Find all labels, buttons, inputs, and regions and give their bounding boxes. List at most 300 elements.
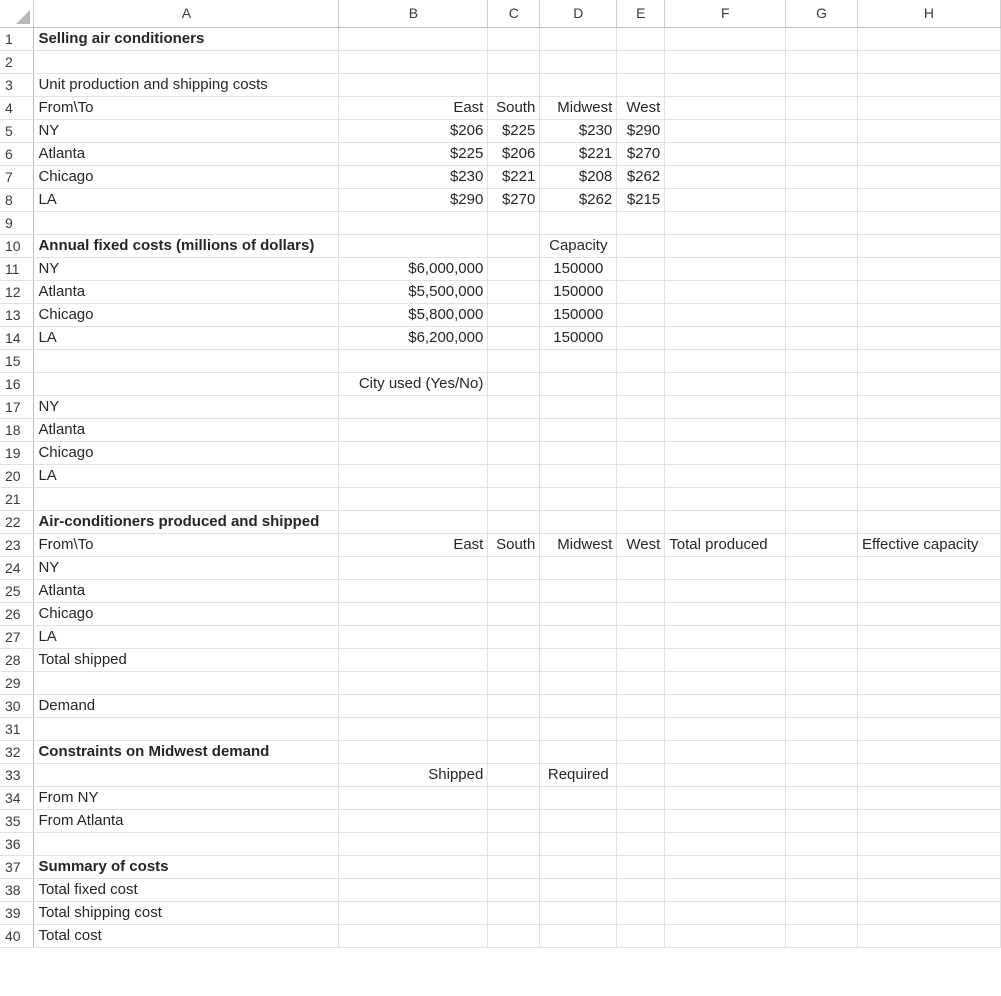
cell-h[interactable]: [857, 648, 1000, 671]
cell-c[interactable]: South: [488, 96, 540, 119]
cell-c[interactable]: [488, 717, 540, 740]
cell-a[interactable]: Chicago: [34, 602, 339, 625]
cell-f[interactable]: [665, 763, 786, 786]
cell-e[interactable]: [617, 832, 665, 855]
cell-e[interactable]: [617, 487, 665, 510]
cell-b[interactable]: [339, 418, 488, 441]
cell-f[interactable]: [665, 855, 786, 878]
cell-g[interactable]: [786, 372, 858, 395]
cell-f[interactable]: [665, 694, 786, 717]
cell-b[interactable]: East: [339, 533, 488, 556]
cell-a[interactable]: Atlanta: [34, 418, 339, 441]
cell-a[interactable]: Atlanta: [34, 579, 339, 602]
cell-d[interactable]: [540, 671, 617, 694]
cell-g[interactable]: [786, 211, 858, 234]
cell-b[interactable]: East: [339, 96, 488, 119]
cell-g[interactable]: [786, 441, 858, 464]
cell-a[interactable]: [34, 211, 339, 234]
cell-a[interactable]: From\To: [34, 96, 339, 119]
cell-f[interactable]: [665, 717, 786, 740]
cell-h[interactable]: [857, 809, 1000, 832]
cell-e[interactable]: [617, 27, 665, 50]
cell-b[interactable]: [339, 671, 488, 694]
cell-g[interactable]: [786, 717, 858, 740]
row-header[interactable]: 12: [0, 280, 34, 303]
cell-c[interactable]: [488, 441, 540, 464]
cell-a[interactable]: From NY: [34, 786, 339, 809]
cell-a[interactable]: Atlanta: [34, 280, 339, 303]
cell-h[interactable]: [857, 786, 1000, 809]
cell-c[interactable]: [488, 648, 540, 671]
cell-h[interactable]: [857, 487, 1000, 510]
cell-g[interactable]: [786, 832, 858, 855]
cell-f[interactable]: [665, 786, 786, 809]
row-header[interactable]: 6: [0, 142, 34, 165]
cell-b[interactable]: [339, 395, 488, 418]
column-header-h[interactable]: H: [857, 0, 1000, 27]
cell-h[interactable]: [857, 395, 1000, 418]
cell-b[interactable]: [339, 73, 488, 96]
cell-d[interactable]: [540, 924, 617, 947]
cell-g[interactable]: [786, 763, 858, 786]
cell-b[interactable]: [339, 901, 488, 924]
cell-c[interactable]: [488, 924, 540, 947]
cell-c[interactable]: [488, 694, 540, 717]
cell-b[interactable]: [339, 855, 488, 878]
row-header[interactable]: 4: [0, 96, 34, 119]
row-header[interactable]: 1: [0, 27, 34, 50]
cell-a[interactable]: From\To: [34, 533, 339, 556]
cell-d[interactable]: [540, 855, 617, 878]
row-header[interactable]: 18: [0, 418, 34, 441]
row-header[interactable]: 27: [0, 625, 34, 648]
row-header[interactable]: 33: [0, 763, 34, 786]
cell-b[interactable]: $230: [339, 165, 488, 188]
cell-g[interactable]: [786, 188, 858, 211]
cell-b[interactable]: Shipped: [339, 763, 488, 786]
cell-h[interactable]: [857, 602, 1000, 625]
cell-b[interactable]: [339, 579, 488, 602]
cell-a[interactable]: LA: [34, 625, 339, 648]
cell-c[interactable]: [488, 602, 540, 625]
column-header-d[interactable]: D: [540, 0, 617, 27]
cell-g[interactable]: [786, 326, 858, 349]
cell-e[interactable]: West: [617, 96, 665, 119]
cell-h[interactable]: [857, 855, 1000, 878]
cell-c[interactable]: [488, 487, 540, 510]
cell-e[interactable]: [617, 579, 665, 602]
cell-a[interactable]: From Atlanta: [34, 809, 339, 832]
cell-h[interactable]: [857, 349, 1000, 372]
cell-a[interactable]: LA: [34, 188, 339, 211]
cell-e[interactable]: [617, 717, 665, 740]
cell-e[interactable]: [617, 395, 665, 418]
cell-g[interactable]: [786, 418, 858, 441]
cell-d[interactable]: 150000: [540, 280, 617, 303]
cell-g[interactable]: [786, 901, 858, 924]
cell-f[interactable]: [665, 441, 786, 464]
row-header[interactable]: 10: [0, 234, 34, 257]
cell-a[interactable]: [34, 832, 339, 855]
cell-d[interactable]: $208: [540, 165, 617, 188]
cell-c[interactable]: [488, 257, 540, 280]
column-header-c[interactable]: C: [488, 0, 540, 27]
cell-d[interactable]: [540, 441, 617, 464]
cell-g[interactable]: [786, 464, 858, 487]
cell-a[interactable]: Selling air conditioners: [34, 27, 339, 50]
cell-d[interactable]: $221: [540, 142, 617, 165]
cell-g[interactable]: [786, 349, 858, 372]
cell-c[interactable]: $225: [488, 119, 540, 142]
cell-b[interactable]: [339, 234, 488, 257]
cell-b[interactable]: [339, 878, 488, 901]
cell-d[interactable]: [540, 211, 617, 234]
cell-a[interactable]: [34, 717, 339, 740]
row-header[interactable]: 5: [0, 119, 34, 142]
cell-e[interactable]: [617, 878, 665, 901]
row-header[interactable]: 24: [0, 556, 34, 579]
cell-f[interactable]: [665, 832, 786, 855]
cell-b[interactable]: [339, 809, 488, 832]
cell-c[interactable]: [488, 510, 540, 533]
cell-g[interactable]: [786, 579, 858, 602]
cell-c[interactable]: [488, 395, 540, 418]
row-header[interactable]: 36: [0, 832, 34, 855]
column-header-a[interactable]: A: [34, 0, 339, 27]
cell-f[interactable]: [665, 556, 786, 579]
cell-c[interactable]: $206: [488, 142, 540, 165]
cell-b[interactable]: $225: [339, 142, 488, 165]
cell-d[interactable]: $230: [540, 119, 617, 142]
cell-g[interactable]: [786, 119, 858, 142]
cell-h[interactable]: [857, 73, 1000, 96]
cell-g[interactable]: [786, 671, 858, 694]
cell-h[interactable]: [857, 50, 1000, 73]
cell-b[interactable]: [339, 924, 488, 947]
cell-h[interactable]: [857, 372, 1000, 395]
cell-d[interactable]: 150000: [540, 326, 617, 349]
cell-f[interactable]: Total produced: [665, 533, 786, 556]
row-header[interactable]: 19: [0, 441, 34, 464]
cell-a[interactable]: Annual fixed costs (millions of dollars): [34, 234, 339, 257]
cell-c[interactable]: [488, 50, 540, 73]
cell-c[interactable]: [488, 625, 540, 648]
cell-f[interactable]: [665, 464, 786, 487]
cell-e[interactable]: [617, 280, 665, 303]
cell-f[interactable]: [665, 579, 786, 602]
cell-b[interactable]: [339, 694, 488, 717]
cell-a[interactable]: Constraints on Midwest demand: [34, 740, 339, 763]
cell-h[interactable]: [857, 717, 1000, 740]
cell-h[interactable]: [857, 165, 1000, 188]
cell-a[interactable]: Total shipped: [34, 648, 339, 671]
cell-h[interactable]: [857, 671, 1000, 694]
cell-g[interactable]: [786, 510, 858, 533]
cell-a[interactable]: [34, 372, 339, 395]
cell-e[interactable]: [617, 602, 665, 625]
cell-h[interactable]: [857, 234, 1000, 257]
cell-a[interactable]: Total fixed cost: [34, 878, 339, 901]
row-header[interactable]: 3: [0, 73, 34, 96]
cell-f[interactable]: [665, 142, 786, 165]
cell-b[interactable]: [339, 648, 488, 671]
cell-e[interactable]: [617, 786, 665, 809]
cell-b[interactable]: $290: [339, 188, 488, 211]
row-header[interactable]: 17: [0, 395, 34, 418]
cell-b[interactable]: [339, 556, 488, 579]
cell-d[interactable]: [540, 579, 617, 602]
cell-e[interactable]: [617, 418, 665, 441]
cell-f[interactable]: [665, 924, 786, 947]
cell-f[interactable]: [665, 50, 786, 73]
cell-a[interactable]: NY: [34, 556, 339, 579]
cell-b[interactable]: [339, 510, 488, 533]
row-header[interactable]: 9: [0, 211, 34, 234]
cell-c[interactable]: [488, 418, 540, 441]
cell-d[interactable]: Required: [540, 763, 617, 786]
cell-b[interactable]: [339, 717, 488, 740]
cell-e[interactable]: [617, 50, 665, 73]
cell-b[interactable]: [339, 786, 488, 809]
cell-g[interactable]: [786, 50, 858, 73]
cell-h[interactable]: [857, 119, 1000, 142]
cell-d[interactable]: [540, 349, 617, 372]
cell-a[interactable]: Chicago: [34, 441, 339, 464]
cell-a[interactable]: Chicago: [34, 303, 339, 326]
cell-c[interactable]: [488, 280, 540, 303]
select-all-button[interactable]: [0, 0, 34, 27]
cell-e[interactable]: [617, 671, 665, 694]
cell-d[interactable]: Midwest: [540, 96, 617, 119]
cell-e[interactable]: [617, 349, 665, 372]
cell-c[interactable]: [488, 303, 540, 326]
row-header[interactable]: 2: [0, 50, 34, 73]
cell-f[interactable]: [665, 211, 786, 234]
cell-c[interactable]: [488, 579, 540, 602]
cell-f[interactable]: [665, 901, 786, 924]
cell-e[interactable]: [617, 234, 665, 257]
cell-b[interactable]: [339, 602, 488, 625]
cell-h[interactable]: [857, 211, 1000, 234]
cell-d[interactable]: Capacity: [540, 234, 617, 257]
row-header[interactable]: 37: [0, 855, 34, 878]
cell-b[interactable]: $5,500,000: [339, 280, 488, 303]
cell-c[interactable]: [488, 464, 540, 487]
cell-d[interactable]: [540, 418, 617, 441]
row-header[interactable]: 14: [0, 326, 34, 349]
cell-h[interactable]: Effective capacity: [857, 533, 1000, 556]
cell-e[interactable]: $290: [617, 119, 665, 142]
cell-e[interactable]: [617, 372, 665, 395]
cell-d[interactable]: 150000: [540, 257, 617, 280]
cell-b[interactable]: $5,800,000: [339, 303, 488, 326]
cell-h[interactable]: [857, 326, 1000, 349]
cell-a[interactable]: NY: [34, 119, 339, 142]
cell-f[interactable]: [665, 418, 786, 441]
cell-b[interactable]: [339, 50, 488, 73]
cell-h[interactable]: [857, 901, 1000, 924]
cell-h[interactable]: [857, 142, 1000, 165]
cell-d[interactable]: [540, 602, 617, 625]
cell-c[interactable]: [488, 786, 540, 809]
cell-d[interactable]: [540, 878, 617, 901]
cell-b[interactable]: City used (Yes/No): [339, 372, 488, 395]
cell-c[interactable]: [488, 211, 540, 234]
cell-c[interactable]: [488, 556, 540, 579]
cell-a[interactable]: [34, 487, 339, 510]
cell-c[interactable]: [488, 855, 540, 878]
cell-c[interactable]: [488, 349, 540, 372]
column-header-f[interactable]: F: [665, 0, 786, 27]
cell-a[interactable]: NY: [34, 395, 339, 418]
cell-f[interactable]: [665, 96, 786, 119]
cell-e[interactable]: [617, 257, 665, 280]
cell-h[interactable]: [857, 257, 1000, 280]
cell-g[interactable]: [786, 96, 858, 119]
cell-e[interactable]: [617, 809, 665, 832]
cell-b[interactable]: [339, 211, 488, 234]
row-header[interactable]: 11: [0, 257, 34, 280]
cell-e[interactable]: [617, 464, 665, 487]
row-header[interactable]: 20: [0, 464, 34, 487]
cell-f[interactable]: [665, 602, 786, 625]
cell-d[interactable]: Midwest: [540, 533, 617, 556]
cell-b[interactable]: [339, 441, 488, 464]
cell-h[interactable]: [857, 464, 1000, 487]
cell-h[interactable]: [857, 763, 1000, 786]
cell-a[interactable]: LA: [34, 464, 339, 487]
cell-e[interactable]: $215: [617, 188, 665, 211]
cell-e[interactable]: [617, 924, 665, 947]
row-header[interactable]: 26: [0, 602, 34, 625]
cell-f[interactable]: [665, 326, 786, 349]
cell-f[interactable]: [665, 671, 786, 694]
column-header-e[interactable]: E: [617, 0, 665, 27]
cell-d[interactable]: [540, 901, 617, 924]
row-header[interactable]: 23: [0, 533, 34, 556]
cell-f[interactable]: [665, 878, 786, 901]
cell-d[interactable]: [540, 648, 617, 671]
cell-a[interactable]: [34, 50, 339, 73]
cell-c[interactable]: South: [488, 533, 540, 556]
cell-b[interactable]: [339, 740, 488, 763]
cell-h[interactable]: [857, 188, 1000, 211]
row-header[interactable]: 25: [0, 579, 34, 602]
cell-a[interactable]: Atlanta: [34, 142, 339, 165]
cell-b[interactable]: $6,000,000: [339, 257, 488, 280]
cell-c[interactable]: [488, 73, 540, 96]
cell-d[interactable]: [540, 809, 617, 832]
cell-a[interactable]: Air-conditioners produced and shipped: [34, 510, 339, 533]
cell-h[interactable]: [857, 625, 1000, 648]
cell-h[interactable]: [857, 694, 1000, 717]
cell-e[interactable]: [617, 694, 665, 717]
cell-f[interactable]: [665, 740, 786, 763]
cell-b[interactable]: $206: [339, 119, 488, 142]
cell-e[interactable]: [617, 556, 665, 579]
cell-d[interactable]: [540, 73, 617, 96]
cell-g[interactable]: [786, 142, 858, 165]
cell-e[interactable]: [617, 625, 665, 648]
cell-h[interactable]: [857, 510, 1000, 533]
cell-f[interactable]: [665, 510, 786, 533]
cell-f[interactable]: [665, 372, 786, 395]
row-header[interactable]: 21: [0, 487, 34, 510]
cell-g[interactable]: [786, 924, 858, 947]
cell-g[interactable]: [786, 234, 858, 257]
cell-g[interactable]: [786, 395, 858, 418]
cell-c[interactable]: [488, 326, 540, 349]
cell-g[interactable]: [786, 487, 858, 510]
cell-e[interactable]: $262: [617, 165, 665, 188]
cell-g[interactable]: [786, 740, 858, 763]
cell-f[interactable]: [665, 257, 786, 280]
cell-c[interactable]: [488, 671, 540, 694]
cell-d[interactable]: [540, 27, 617, 50]
cell-e[interactable]: [617, 211, 665, 234]
cell-g[interactable]: [786, 878, 858, 901]
cell-d[interactable]: [540, 717, 617, 740]
cell-f[interactable]: [665, 303, 786, 326]
cell-a[interactable]: LA: [34, 326, 339, 349]
cell-c[interactable]: [488, 832, 540, 855]
cell-h[interactable]: [857, 418, 1000, 441]
cell-f[interactable]: [665, 165, 786, 188]
cell-e[interactable]: [617, 73, 665, 96]
cell-e[interactable]: [617, 763, 665, 786]
cell-c[interactable]: [488, 809, 540, 832]
cell-g[interactable]: [786, 694, 858, 717]
row-header[interactable]: 15: [0, 349, 34, 372]
cell-g[interactable]: [786, 648, 858, 671]
cell-c[interactable]: [488, 234, 540, 257]
cell-c[interactable]: $270: [488, 188, 540, 211]
row-header[interactable]: 32: [0, 740, 34, 763]
column-header-b[interactable]: B: [339, 0, 488, 27]
cell-f[interactable]: [665, 625, 786, 648]
cell-e[interactable]: $270: [617, 142, 665, 165]
cell-b[interactable]: [339, 832, 488, 855]
cell-f[interactable]: [665, 73, 786, 96]
cell-c[interactable]: [488, 27, 540, 50]
cell-f[interactable]: [665, 395, 786, 418]
row-header[interactable]: 22: [0, 510, 34, 533]
row-header[interactable]: 7: [0, 165, 34, 188]
cell-a[interactable]: Total cost: [34, 924, 339, 947]
row-header[interactable]: 30: [0, 694, 34, 717]
cell-d[interactable]: $262: [540, 188, 617, 211]
cell-e[interactable]: [617, 441, 665, 464]
cell-c[interactable]: [488, 901, 540, 924]
cell-a[interactable]: Unit production and shipping costs: [34, 73, 339, 96]
row-header[interactable]: 40: [0, 924, 34, 947]
cell-d[interactable]: [540, 510, 617, 533]
cell-f[interactable]: [665, 119, 786, 142]
cell-b[interactable]: [339, 349, 488, 372]
cell-g[interactable]: [786, 73, 858, 96]
cell-e[interactable]: [617, 326, 665, 349]
cell-a[interactable]: Chicago: [34, 165, 339, 188]
cell-c[interactable]: [488, 372, 540, 395]
cell-f[interactable]: [665, 234, 786, 257]
cell-g[interactable]: [786, 625, 858, 648]
cell-d[interactable]: [540, 395, 617, 418]
cell-g[interactable]: [786, 602, 858, 625]
cell-a[interactable]: NY: [34, 257, 339, 280]
row-header[interactable]: 35: [0, 809, 34, 832]
cell-g[interactable]: [786, 533, 858, 556]
cell-g[interactable]: [786, 165, 858, 188]
